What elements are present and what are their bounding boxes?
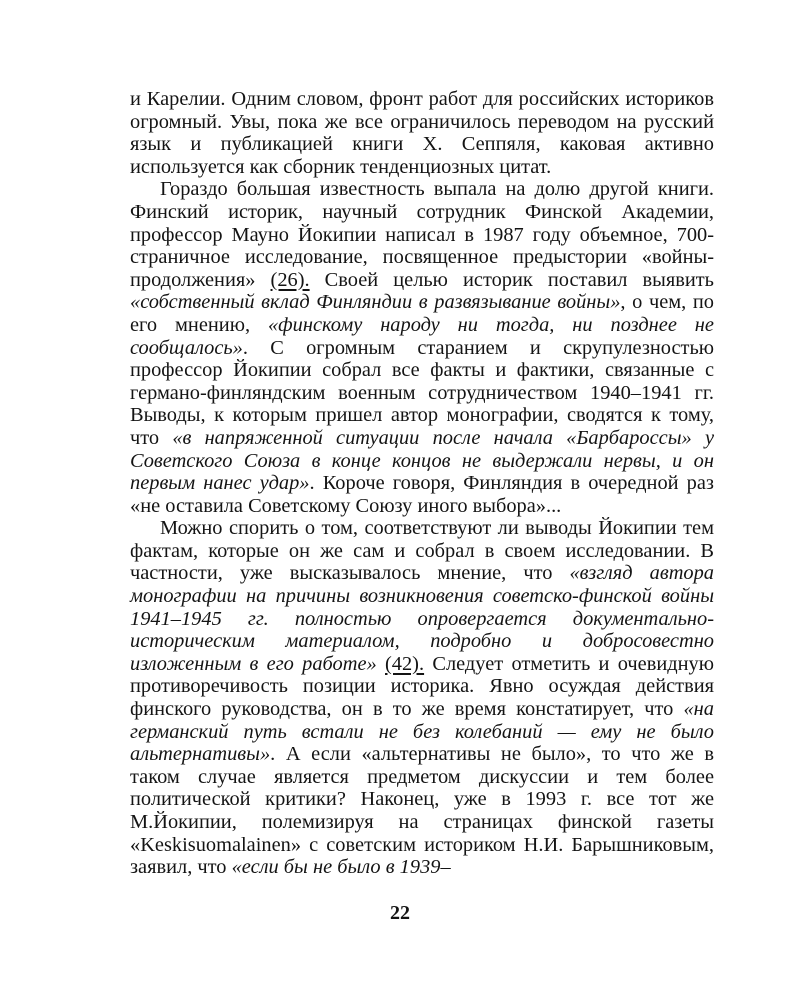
- text-segment: [377, 653, 385, 675]
- text-segment: Своей целью историк поставил выявить: [309, 268, 714, 291]
- quotation: «если бы не было в 1939–: [231, 856, 451, 879]
- text-segment: . Короче говоря, Финляндия в очередной раз «не оставила Советскому Союзу иного выбора»...: [130, 472, 714, 517]
- paragraph: [130, 517, 714, 879]
- quotation: «на германский путь встали не без колебаний — ему не было альтернативы»: [130, 698, 714, 766]
- text-segment: . А если «альтернативы не было», то что же в таком случае является предметом дискуссии и тем более политической критики? Наконец, уже в 1993 г. все тот же М.Йокипии, полемизируя на страницах финской газеты «Keskisuomalainen» с советским историком Н.И. Барышниковым, заявил, что: [130, 743, 714, 879]
- page-number: 22: [390, 902, 410, 924]
- text-segment: . С огромным старанием и скрупулезностью профессор Йокипии собрал все факты и фактики, связанные с германо-финляндским военным сотрудничеством 1940–1941 гг. Выводы, к которым пришел автор монографии, сводятся к тому, что: [130, 336, 714, 449]
- quotation: «финскому народу ни тогда, ни позднее не сообщалось»: [130, 313, 714, 359]
- paragraph: [130, 178, 714, 517]
- text-segment: и Карелии. Одним словом, фронт работ для российских историков огромный. Увы, пока же все ограничилось переводом на русский язык и публикацией книги Х. Сеппяля, каковая активно используется как сборник тенденциозных цитат.: [130, 88, 714, 178]
- quotation: «в напряженной ситуации после начала «Барбароссы» у Советского Союза в конце концов не выдержали нервы, и он первым нанес удар»: [130, 426, 714, 495]
- quotation: «собственный вклад Финляндии в развязывание войны»: [130, 291, 621, 314]
- text-segment: Следует отметить и очевидную противоречивость позиции историка. Явно осуждая действия финского руководства, он в то же время констатирует, что: [130, 652, 714, 721]
- reference-link: (26).: [270, 268, 310, 291]
- text-segment: Можно спорить о том, соответствуют ли выводы Йокипии тем фактам, которые он же сам и собрал в своем исследовании. В частности, уже высказывалось мнение, что: [130, 517, 714, 585]
- reference-link: (42).: [385, 652, 425, 675]
- text-segment: , о чем, по его мнению,: [130, 291, 714, 336]
- text-segment: Гораздо большая известность выпала на долю другой книги. Финский историк, научный сотрудник Финской Академии, профессор Мауно Йокипии написал в 1987 году объемное, 700-страничное исследование, посвященное предыстории «войны-продолжения»: [130, 178, 714, 291]
- quotation: «взгляд автора монографии на причины возникновения советско-финской войны 1941–1945 гг. полностью опровергается документально-историческим материалом, подробно и добросовестно изложенным в его работе»: [130, 562, 715, 675]
- paragraph: [130, 88, 714, 178]
- page-body: [130, 88, 714, 879]
